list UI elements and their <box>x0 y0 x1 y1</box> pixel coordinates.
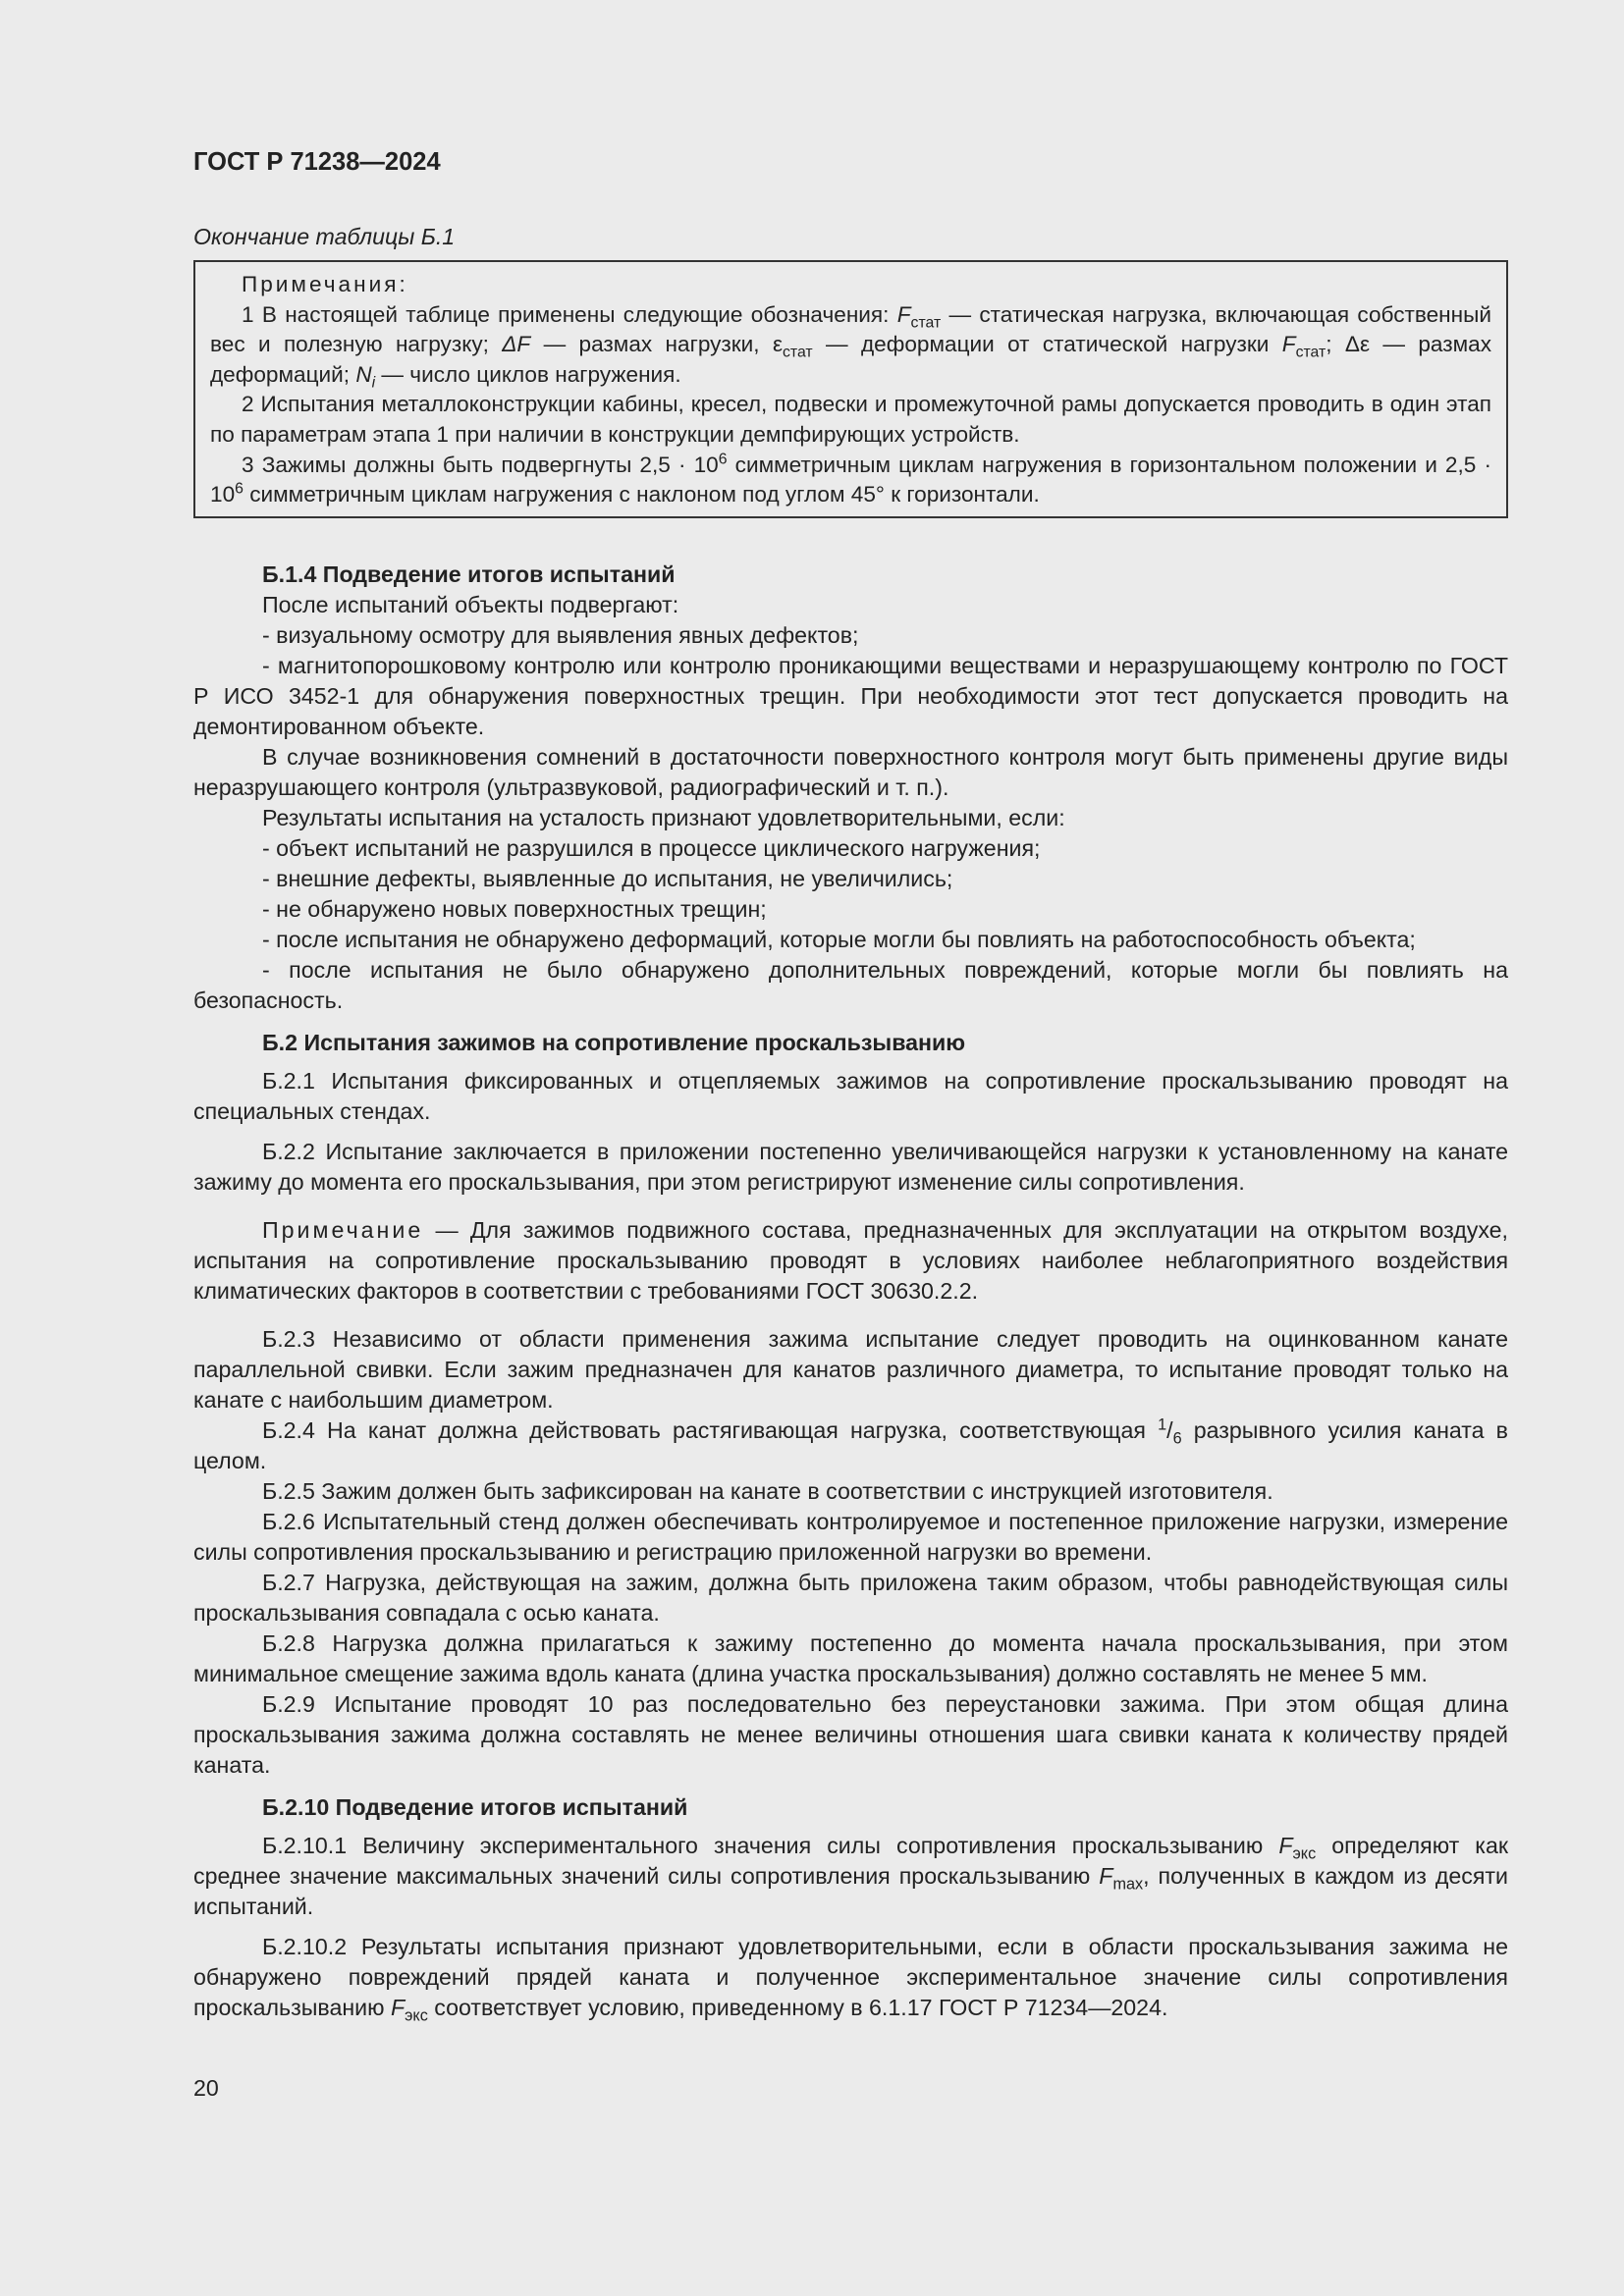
paragraph: В случае возникновения сомнений в достаточности поверхностного контроля могут быть применены другие виды неразрушающего контроля (ультразвуковой, радиографический и т. п.). <box>193 743 1508 800</box>
note-2: 2 Испытания металлоконструкции кабины, кресел, подвески и промежуточной рамы допускается проводить в один этап по параметрам этапа 1 при наличии в конструкции демпфирующих устройств. <box>210 392 1491 447</box>
paragraph: Б.2.4 На канат должна действовать растягивающая нагрузка, соответствующая $^1/_6$ разрывного усилия каната в целом. <box>193 1415 1508 1473</box>
paragraph: Б.2.8 Нагрузка должна прилагаться к зажиму постепенно до момента начала проскальзывания, при этом минимальное смещение зажима вдоль каната (длина участка проскальзывания) должно составлять не менее 5 мм. <box>193 1629 1508 1686</box>
paragraph: Б.2.1 Испытания фиксированных и отцепляемых зажимов на сопротивление проскальзыванию проводят на специальных стендах. <box>193 1067 1508 1124</box>
list-item: - после испытания не было обнаружено дополнительных повреждений, которые могли бы повлиять на безопасность. <box>193 956 1508 1013</box>
notes-title: Примечания: <box>242 272 408 296</box>
document-header: ГОСТ Р 71238—2024 <box>193 148 441 176</box>
note-paragraph: Примечание — Для зажимов подвижного состава, предназначенных для эксплуатации на открытом воздухе, испытания на сопротивление проскальзыванию проводят в условиях наиболее неблагоприятного воздействия климатических факторов в соответствии с требованиями ГОСТ 30630.2.2. <box>193 1216 1508 1304</box>
paragraph: Б.2.3 Независимо от области применения зажима испытание следует проводить на оцинкованном канате параллельной свивки. Если зажим предназначен для канатов различного диаметра, то испытание проводят только на канате с наибольшим диаметром. <box>193 1325 1508 1413</box>
section-heading-b210: Б.2.10 Подведение итогов испытаний <box>262 1793 688 1820</box>
note-1: 1 В настоящей таблице применены следующие обозначения: $F_{стат}$ — статическая нагрузка, включающая собственный вес и полезную нагрузку; ΔF — размах нагрузки, $\varepsilon_{стат}$ — деформации от статической нагрузки $F_{стат}$; Δε — размах деформаций; $N_i$ — число циклов нагружения. <box>210 301 1491 392</box>
paragraph: Б.2.6 Испытательный стенд должен обеспечивать контролируемое и постепенное приложение нагрузки, измерение силы сопротивления проскальзыванию и регистрацию приложенной нагрузки во времени. <box>193 1508 1508 1565</box>
section-heading-b14: Б.1.4 Подведение итогов испытаний <box>262 561 676 587</box>
section-heading-b2: Б.2 Испытания зажимов на сопротивление проскальзыванию <box>262 1029 966 1055</box>
list-item: - магнитопорошковому контролю или контролю проникающими веществами и неразрушающему контролю по ГОСТ Р ИСО 3452-1 для обнаружения поверхностных трещин. При необходимости этот тест допускается проводить на демонтированном объекте. <box>193 652 1508 739</box>
paragraph: Б.2.2 Испытание заключается в приложении постепенно увеличивающейся нагрузки к установленному на канате зажиму до момента его проскальзывания, при этом регистрируют изменение силы сопротивления. <box>193 1138 1508 1195</box>
table-notes-box <box>193 260 1508 518</box>
list-item: - объект испытаний не разрушился в процессе циклического нагружения; <box>262 834 1041 861</box>
paragraph: Б.2.7 Нагрузка, действующая на зажим, должна быть приложена таким образом, чтобы равнодействующая силы проскальзывания совпадала с осью каната. <box>193 1569 1508 1626</box>
list-item: - визуальному осмотру для выявления явных дефектов; <box>262 621 859 648</box>
paragraph: После испытаний объекты подвергают: <box>262 591 679 617</box>
list-item: - не обнаружено новых поверхностных трещин; <box>262 895 767 922</box>
paragraph: Б.2.5 Зажим должен быть зафиксирован на канате в соответствии с инструкцией изготовителя. <box>262 1477 1273 1504</box>
paragraph: Результаты испытания на усталость признают удовлетворительными, если: <box>262 804 1065 830</box>
paragraph: Б.2.10.2 Результаты испытания признают удовлетворительными, если в области проскальзывания зажима не обнаружено повреждений прядей каната и полученное экспериментальное значение силы сопротивления проскальзыванию $F_{экс}$ соответствует условию, приведенному в 6.1.17 ГОСТ Р 71234—2024. <box>193 1933 1508 2025</box>
list-item: - после испытания не обнаружено деформаций, которые могли бы повлиять на работоспособность объекта; <box>262 926 1416 952</box>
list-item: - внешние дефекты, выявленные до испытания, не увеличились; <box>262 865 953 891</box>
paragraph: Б.2.10.1 Величину экспериментального значения силы сопротивления проскальзыванию $F_{экс}$ определяют как среднее значение максимальных значений силы сопротивления проскальзыванию $F_{max}$, полученных в каждом из десяти испытаний. <box>193 1832 1508 1919</box>
note-3: 3 Зажимы должны быть подвергнуты $2,5 \cdot 10^6$ симметричным циклам нагружения в горизонтальном положении и $2,5 \cdot 10^6$ симметричным циклам нагружения с наклоном под углом 45° к горизонтали. <box>210 451 1491 507</box>
table-caption: Окончание таблицы Б.1 <box>193 224 456 249</box>
page-number: 20 <box>193 2075 219 2101</box>
page-content <box>193 145 1508 2023</box>
note-label: Примечание <box>262 1216 424 1243</box>
paragraph: Б.2.9 Испытание проводят 10 раз последовательно без переустановки зажима. При этом общая длина проскальзывания зажима должна составлять не менее величины отношения шага свивки каната к количеству прядей каната. <box>193 1690 1508 1778</box>
